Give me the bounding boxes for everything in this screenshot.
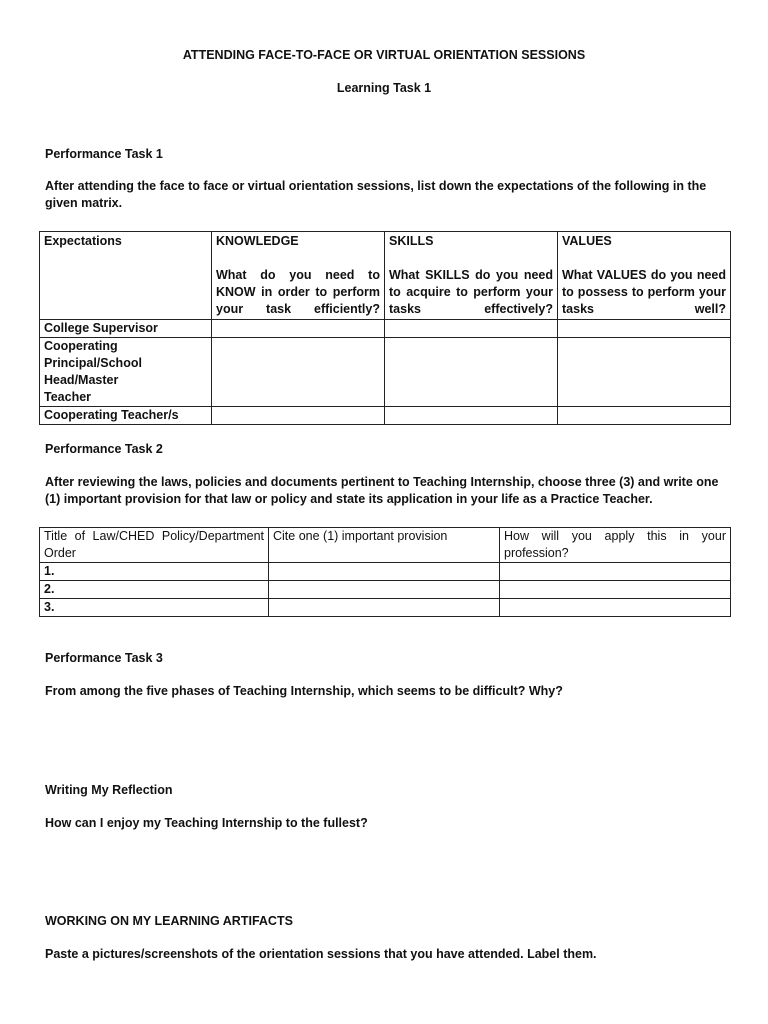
table-row bbox=[40, 338, 731, 407]
table-header-row bbox=[40, 232, 731, 320]
artifacts-instruction: Paste a pictures/screenshots of the orientation sessions that you have attended. Label them. bbox=[45, 947, 597, 961]
skills-header bbox=[385, 232, 558, 320]
knowledge-header bbox=[212, 232, 385, 320]
application-header bbox=[500, 528, 731, 563]
document-subtitle: Learning Task 1 bbox=[336, 81, 432, 95]
provision-cell[interactable] bbox=[269, 581, 500, 599]
knowledge-cell[interactable] bbox=[212, 338, 385, 407]
laws-policies-table bbox=[39, 527, 731, 617]
table-header-row bbox=[40, 528, 731, 563]
expectations-header-label: Expectations bbox=[44, 234, 122, 248]
task1-instruction: After attending the face to face or virtual orientation sessions, list down the expectations of the following in the given matrix. bbox=[45, 179, 707, 210]
skills-label: SKILLS bbox=[389, 234, 434, 248]
knowledge-cell[interactable] bbox=[212, 407, 385, 425]
provision-cell[interactable] bbox=[269, 563, 500, 581]
knowledge-cell[interactable] bbox=[212, 320, 385, 338]
row-label-text: Cooperating Principal/School Head/Master Teacher bbox=[44, 339, 142, 404]
values-cell[interactable] bbox=[558, 407, 731, 425]
skills-cell[interactable] bbox=[385, 320, 558, 338]
table-row bbox=[40, 581, 731, 599]
task3-heading: Performance Task 3 bbox=[45, 651, 163, 665]
reflection-question: How can I enjoy my Teaching Internship to the fullest? bbox=[45, 816, 368, 830]
row-label bbox=[40, 338, 212, 407]
skills-question: What SKILLS do you need to acquire to perform your tasks effectively? bbox=[389, 268, 553, 316]
table-row bbox=[40, 320, 731, 338]
task1-heading: Performance Task 1 bbox=[45, 147, 163, 161]
values-question: What VALUES do you need to possess to perform your tasks well? bbox=[562, 268, 726, 316]
skills-cell[interactable] bbox=[385, 338, 558, 407]
task3-question: From among the five phases of Teaching Internship, which seems to be difficult? Why? bbox=[45, 684, 563, 698]
skills-cell[interactable] bbox=[385, 407, 558, 425]
knowledge-question: What do you need to KNOW in order to perform your task efficiently? bbox=[216, 268, 380, 316]
application-cell[interactable] bbox=[500, 563, 731, 581]
reflection-heading: Writing My Reflection bbox=[45, 783, 173, 797]
task2-heading: Performance Task 2 bbox=[45, 442, 163, 456]
document-title: ATTENDING FACE-TO-FACE OR VIRTUAL ORIENTATION SESSIONS bbox=[182, 48, 586, 62]
row-label: Cooperating Teacher/s bbox=[40, 407, 212, 425]
expectations-table bbox=[39, 231, 731, 425]
application-header-label: How will you apply this in your profession? bbox=[504, 529, 726, 560]
row-number: 2. bbox=[40, 581, 269, 599]
provision-header-label: Cite one (1) important provision bbox=[273, 529, 448, 543]
law-title-header bbox=[40, 528, 269, 563]
application-cell[interactable] bbox=[500, 599, 731, 617]
artifacts-heading: WORKING ON MY LEARNING ARTIFACTS bbox=[45, 914, 293, 928]
row-number: 3. bbox=[40, 599, 269, 617]
knowledge-label: KNOWLEDGE bbox=[216, 234, 299, 248]
provision-cell[interactable] bbox=[269, 599, 500, 617]
application-cell[interactable] bbox=[500, 581, 731, 599]
table-row bbox=[40, 407, 731, 425]
values-cell[interactable] bbox=[558, 320, 731, 338]
table-row bbox=[40, 599, 731, 617]
provision-header bbox=[269, 528, 500, 563]
row-number: 1. bbox=[40, 563, 269, 581]
values-cell[interactable] bbox=[558, 338, 731, 407]
expectations-header bbox=[40, 232, 212, 320]
table-row bbox=[40, 563, 731, 581]
values-label: VALUES bbox=[562, 234, 612, 248]
task2-instruction: After reviewing the laws, policies and documents pertinent to Teaching Internship, choose three (3) and write one (1) important provision for that law or policy and state its application in your life as a Practice Teacher. bbox=[45, 475, 719, 506]
law-title-header-label: Title of Law/CHED Policy/Department Order bbox=[44, 529, 264, 560]
values-header bbox=[558, 232, 731, 320]
row-label: College Supervisor bbox=[40, 320, 212, 338]
